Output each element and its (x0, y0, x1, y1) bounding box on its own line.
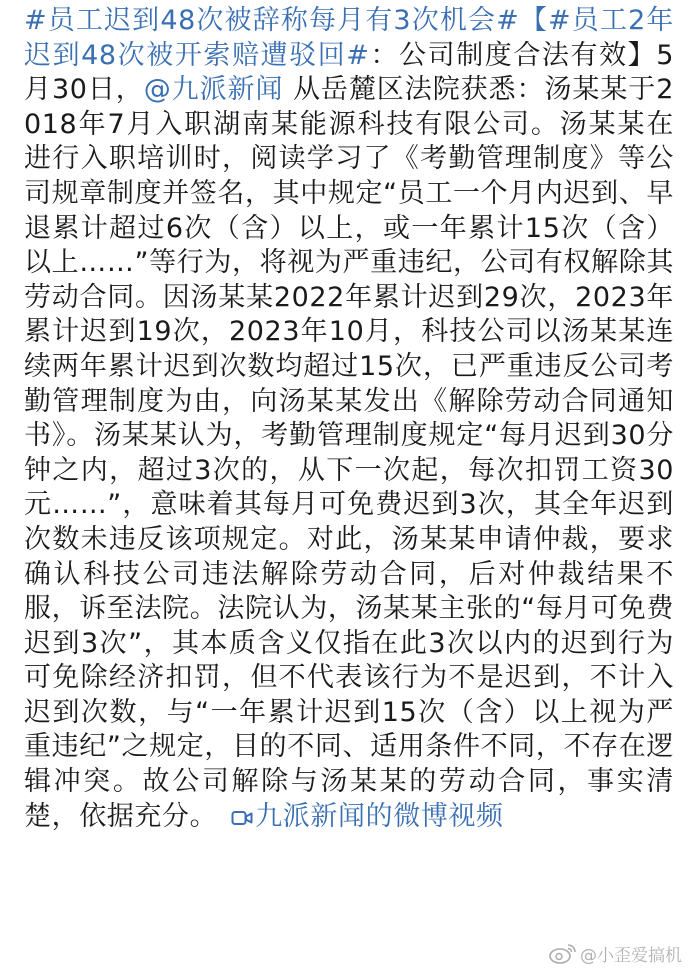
video-link-label: 九派新闻的微博视频 (255, 800, 504, 832)
dateline: 5月30日， (24, 39, 674, 106)
mention-link[interactable]: @九派新闻 (143, 74, 284, 106)
watermark-text: @小歪爱搞机 (580, 945, 682, 966)
weibo-logo-icon (548, 941, 578, 965)
video-camera-icon (231, 809, 253, 827)
video-link[interactable] (231, 801, 503, 832)
post-body: 从岳麓区法院获悉：汤某某于2018年7月入职湖南某能源科技有限公司。汤某某在进行入职培训时，阅读学习了《考勤管理制度》等公司规章制度并签名，其中规定“员工一个月内迟到、早退累计超过6次（含）以上，或一年累计15次（含）以上……”等行为，将视为严重违纪，公司有权解除其劳动合同。因汤某某2022年累计迟到29次，2023年累计迟到19次，2023年10月，科技公司以汤某某连续两年累计迟到次数均超过15次，已严重违反公司考勤管理制度为由，向汤某某发出《解除劳动合同通知书》。汤某某认为，考勤管理制度规定“每月迟到30分钟之内，超过3次的，从下一次起，每次扣罚工资30元……”，意味着其每月可免费迟到3次，其全年迟到次数未违反该项规定。对此，汤某某申请仲裁，要求确认科技公司违法解除劳动合同，后对仲裁结果不服，诉至法院。法院认为，汤某某主张的“每月可免费迟到3次”，其本质含义仅指在此3次以内的迟到行为可免除经济扣罚，但不代表该行为不是迟到，不计入迟到次数，与“一年累计迟到15次（含）以上视为严重违纪”之规定，目的不同、适用条件不同，不存在逻辑冲突。故公司解除与汤某某的劳动合同，事实清楚，依据充分。 (24, 74, 675, 832)
weibo-watermark (548, 939, 682, 967)
hashtag-link[interactable]: #员工迟到48次被辞称每月有3次机会# (24, 5, 520, 36)
title-tail: ：公司制度合法有效】 (369, 39, 657, 71)
weibo-post-text (24, 4, 674, 834)
hashtag-link-2[interactable]: 【#员工2年迟到48次被开索赔遭驳回# (24, 5, 674, 71)
